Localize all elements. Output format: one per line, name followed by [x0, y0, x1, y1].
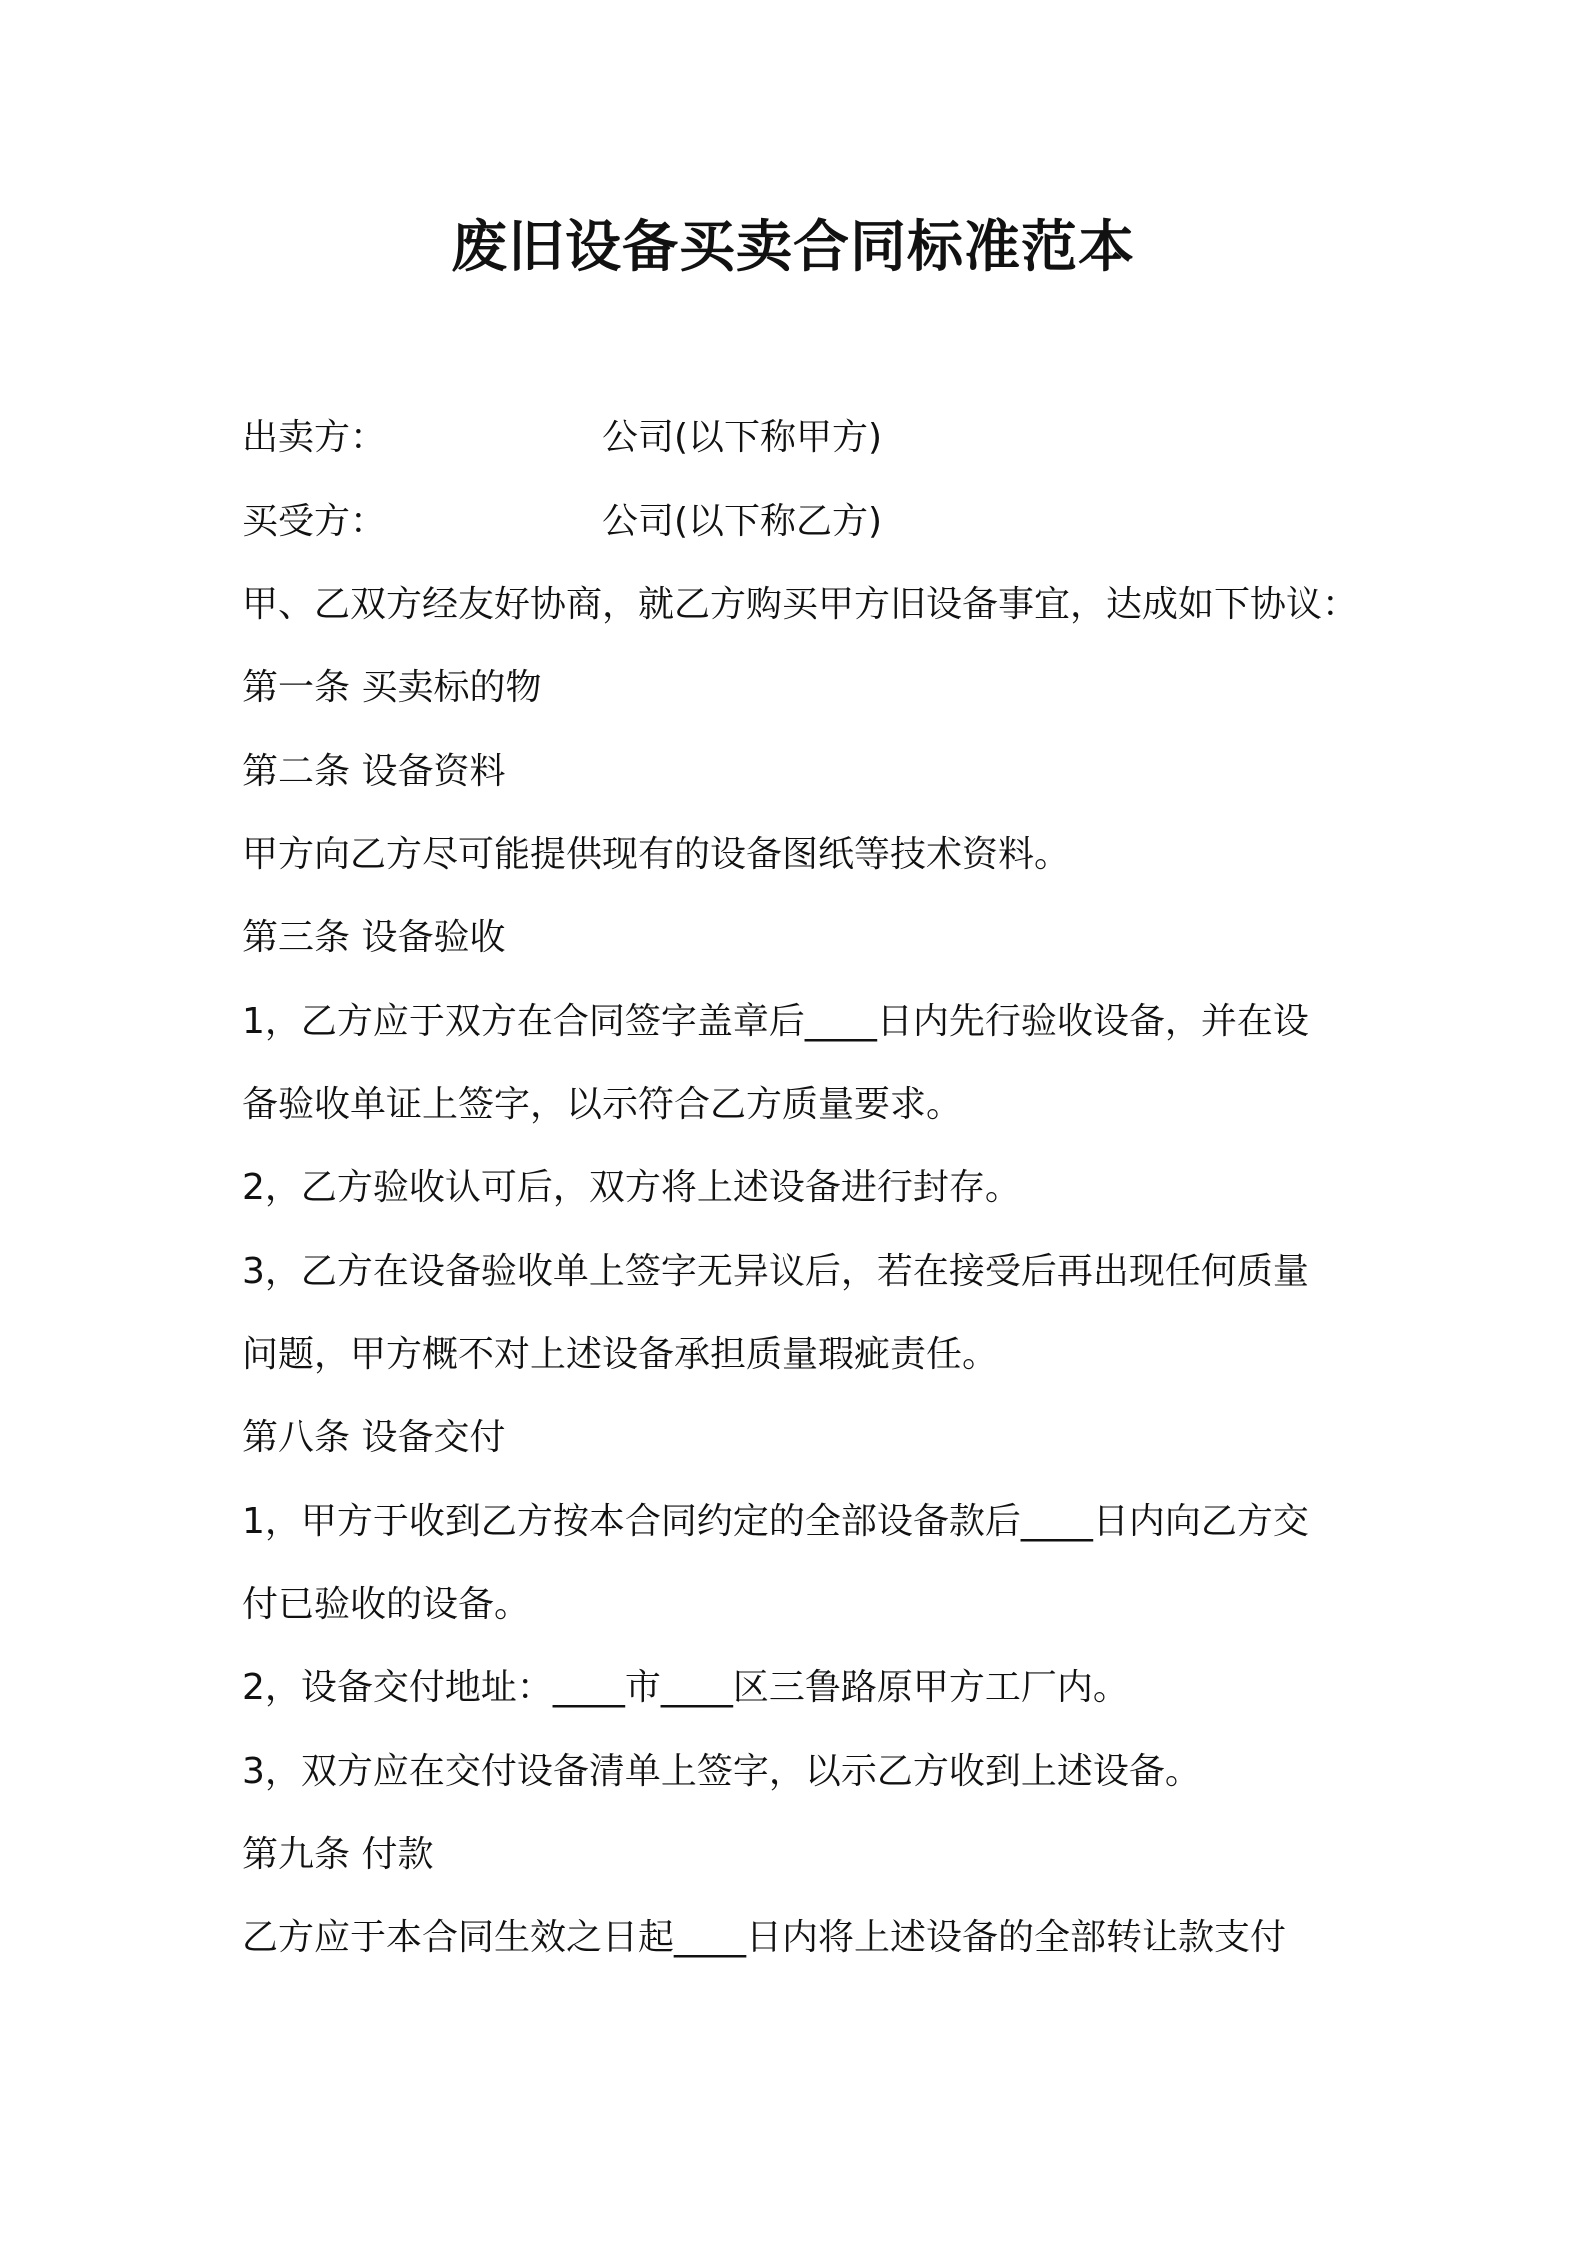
article-2-body: 甲方向乙方尽可能提供现有的设备图纸等技术资料。 — [242, 834, 1071, 875]
buyer-label: 买受方： — [242, 501, 387, 542]
article-3-heading: 第三条 设备验收 — [242, 917, 506, 958]
document-title: 废旧设备买卖合同标准范本 — [451, 215, 1135, 280]
article-8-clause-1b: 付已验收的设备。 — [242, 1584, 531, 1625]
article-8-clause-3: 3，双方应在交付设备清单上签字，以示乙方收到上述设备。 — [242, 1751, 1201, 1792]
article-3-clause-1b: 备验收单证上签字，以示符合乙方质量要求。 — [242, 1084, 963, 1125]
article-8-clause-2: 2，设备交付地址：____市____区三鲁路原甲方工厂内。 — [242, 1667, 1129, 1708]
article-2-heading: 第二条 设备资料 — [242, 751, 506, 792]
seller-value: 公司(以下称甲方) — [602, 417, 883, 458]
article-3-clause-3a: 3，乙方在设备验收单上签字无异议后，若在接受后再出现任何质量 — [242, 1251, 1309, 1292]
seller-label: 出卖方： — [242, 417, 387, 458]
article-3-clause-2: 2，乙方验收认可后，双方将上述设备进行封存。 — [242, 1167, 1021, 1208]
article-3-clause-1a: 1，乙方应于双方在合同签字盖章后____日内先行验收设备，并在设 — [242, 1001, 1309, 1042]
article-3-clause-3b: 问题，甲方概不对上述设备承担质量瑕疵责任。 — [242, 1334, 999, 1375]
preamble-line: 甲、乙双方经友好协商，就乙方购买甲方旧设备事宜，达成如下协议： — [242, 584, 1359, 625]
buyer-value: 公司(以下称乙方) — [602, 501, 883, 542]
buyer-line — [242, 494, 882, 550]
article-8-heading: 第八条 设备交付 — [242, 1417, 506, 1458]
article-8-clause-1a: 1，甲方于收到乙方按本合同约定的全部设备款后____日内向乙方交 — [242, 1501, 1309, 1542]
article-1-heading: 第一条 买卖标的物 — [242, 667, 542, 708]
article-9-body: 乙方应于本合同生效之日起____日内将上述设备的全部转让款支付 — [242, 1917, 1287, 1958]
seller-line — [242, 410, 882, 466]
article-9-heading: 第九条 付款 — [242, 1834, 434, 1875]
